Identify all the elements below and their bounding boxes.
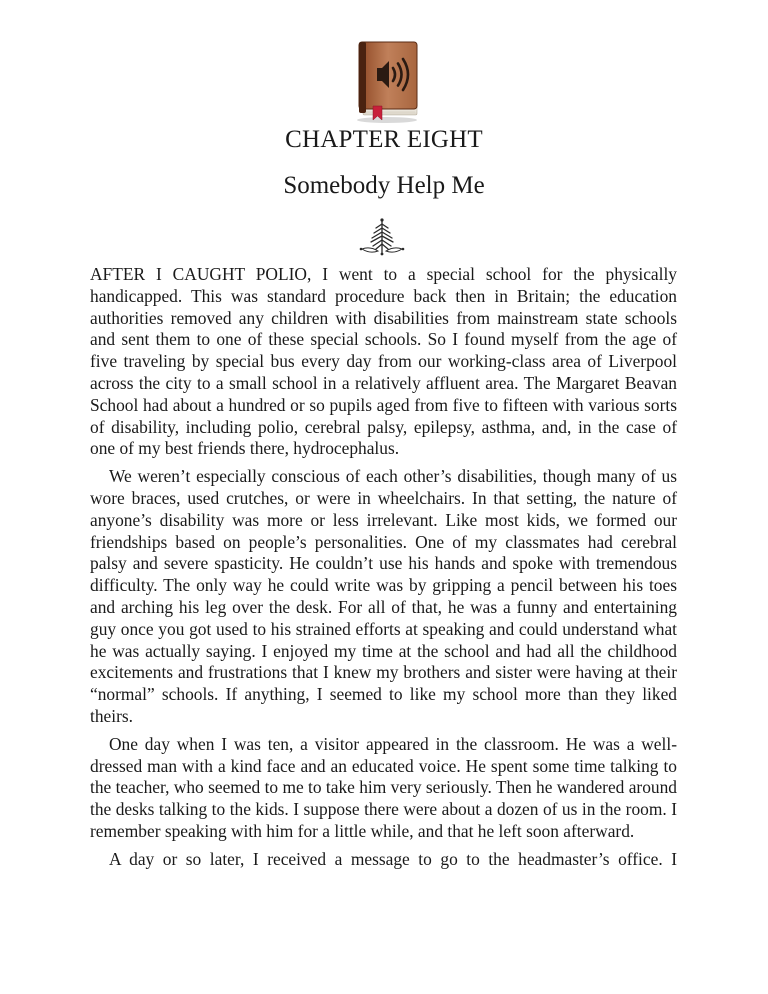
paragraph-2: We weren’t especially conscious of each other’s disabilities, though many of us wore braces, used crutches, or were in wheelchairs. In that setting, the nature of anyone’s disability was more or less irrelevant. Like most kids, we formed our friendships based on people’s personalities. One of my classmates had cerebral palsy and severe spasticity. He couldn’t use his hands and spoke with tremendous difficulty. The only way he could write was by gripping a pencil between his toes and arching his leg over the desk. For all of that, he was a funny and entertaining guy once you got used to his strained efforts at speaking and could understand what he was actually saying. I enjoyed my time at the school and had all the childhood excitements and frustrations that I knew my brothers and sister were having at their “normal” schools. If anything, I seemed to like my school more than they liked theirs. — [90, 466, 677, 726]
chapter-subtitle: Somebody Help Me — [283, 172, 485, 199]
audiobook-icon — [351, 40, 421, 125]
paragraph-3: One day when I was ten, a visitor appeared in the classroom. He was a well-dressed man with a kind face and an educated voice. He spent some time talking to the teacher, who seemed to me to take him very seriously. Then he wandered around the desks talking to the kids. I suppose there were about a dozen of us in the room. I remember speaking with him for a little while, and that he left soon afterward. — [90, 733, 678, 841]
leaf-ornament-icon — [356, 216, 408, 258]
body-text — [90, 264, 677, 877]
paragraph-4: A day or so later, I received a message to go to the headmaster’s office. I — [109, 848, 677, 869]
chapter-title: CHAPTER EIGHT — [285, 126, 483, 153]
paragraph-1: AFTER I CAUGHT POLIO, I went to a special school for the physically handicapped. This was standard procedure back then in Britain; the education authorities removed any children with disabilities from mainstream state schools and sent them to one of these special schools. So I found myself from the age of five traveling by special bus every day from our working-class area of Liverpool across the city to a small school in a relatively affluent area. The Margaret Beavan School had about a hundred or so pupils aged from five to fifteen with various sorts of disability, including polio, cerebral palsy, epilepsy, asthma, and, in the case of one of my best friends there, hydrocephalus. — [90, 264, 677, 459]
